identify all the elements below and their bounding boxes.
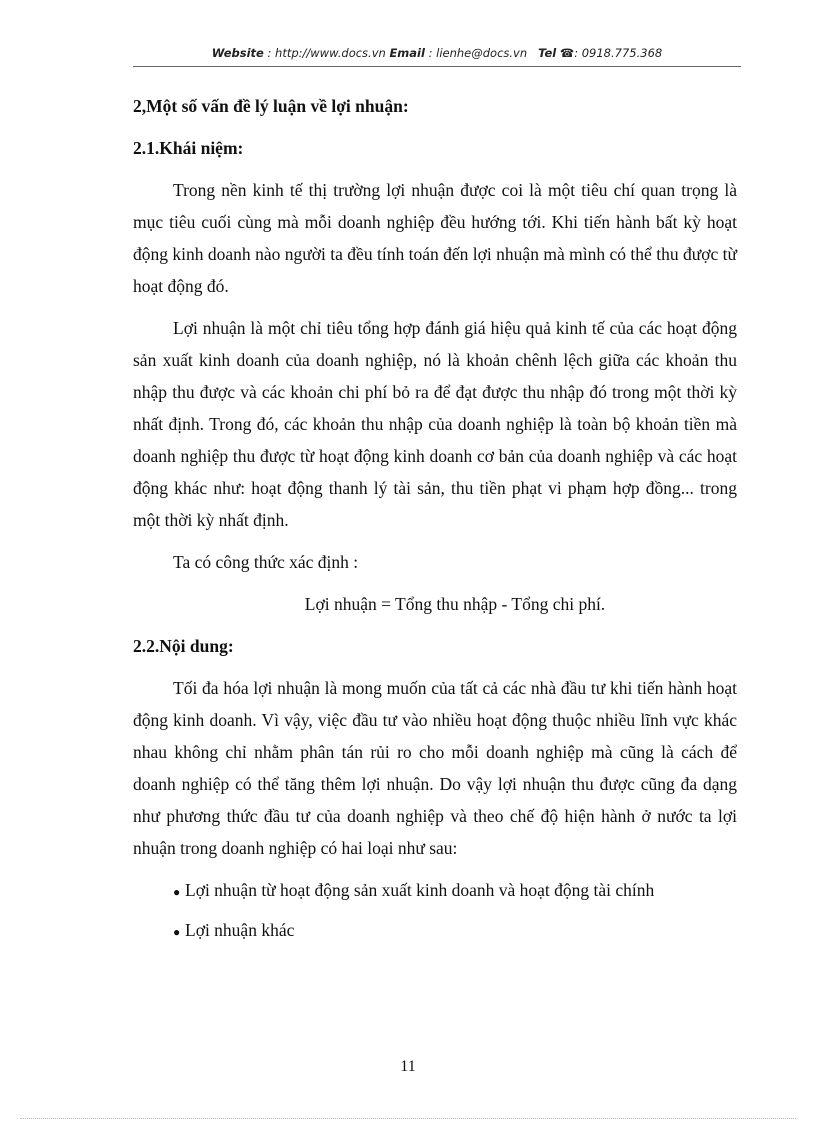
list-item [133, 874, 737, 908]
email-label: Email [389, 46, 425, 60]
paragraph-2: Lợi nhuận là một chỉ tiêu tổng hợp đánh giá hiệu quả kinh tế của các hoạt động sản xuất kinh doanh của doanh nghiệp, nó là khoản chênh lệch giữa các khoản thu nhập thu được và các khoản chi phí bỏ ra để đạt được thu nhập đó trong một thời kỳ nhất định. Trong đó, các khoản thu nhập của doanh nghiệp là toàn bộ khoản tiền mà doanh nghiệp thu được từ hoạt động kinh doanh cơ bản của doanh nghiệp và các hoạt động khác như: hoạt động thanh lý tài sản, thu tiền phạt vi phạm hợp đồng... trong một thời kỳ nhất định. [133, 318, 737, 530]
bullet-icon: ● [173, 924, 181, 939]
concept-heading: 2.1.Khái niệm: [133, 138, 244, 158]
phone-icon: ☎ [559, 46, 575, 60]
paragraph-3: Tối đa hóa lợi nhuận là mong muốn của tất cả các nhà đầu tư khi tiến hành hoạt động kinh doanh. Vì vậy, việc đầu tư vào nhiều hoạt động thuộc nhiều lĩnh vực khác nhau không chỉ nhằm phân tán rủi ro cho mỗi doanh nghiệp mà cũng là cách để doanh nghiệp có thể tăng thêm lợi nhuận. Do vậy lợi nhuận thu được cũng đa dạng như phương thức đầu tư của doanh nghiệp và theo chế độ hiện hành ở nước ta lợi nhuận trong doanh nghiệp có hai loại như sau: [133, 678, 737, 858]
bullet-icon: ● [173, 884, 181, 899]
formula-intro: Ta có công thức xác định : [173, 552, 359, 572]
formula: Lợi nhuận = Tổng thu nhập - Tổng chi phí. [304, 594, 606, 614]
website-label: Website [211, 46, 264, 60]
header-divider [133, 66, 741, 67]
document-body [133, 90, 737, 954]
page-header [133, 46, 741, 60]
page-bottom-edge [20, 1118, 796, 1119]
content-heading: 2.2.Nội dung: [133, 636, 234, 656]
list-item [133, 914, 737, 948]
section-title: 2,Một số vấn đề lý luận về lợi nhuận: [133, 96, 409, 116]
page-number: 11 [400, 1058, 416, 1075]
bullet-text: Lợi nhuận từ hoạt động sản xuất kinh doanh và hoạt động tài chính [185, 880, 655, 900]
email-value: : lienhe@docs.vn [424, 46, 531, 60]
bullet-text: Lợi nhuận khác [185, 919, 295, 940]
tel-label: Tel [538, 46, 557, 60]
website-value: : http://www.docs.vn [263, 46, 390, 60]
paragraph-1: Trong nền kinh tế thị trường lợi nhuận được coi là một tiêu chí quan trọng là mục tiêu cuối cùng mà mỗi doanh nghiệp đều hướng tới. Khi tiến hành bất kỳ hoạt động kinh doanh nào người ta đều tính toán đến lợi nhuận mà mình có thể thu được từ hoạt động đó. [133, 180, 737, 296]
tel-value: : 0918.775.368 [574, 46, 663, 60]
